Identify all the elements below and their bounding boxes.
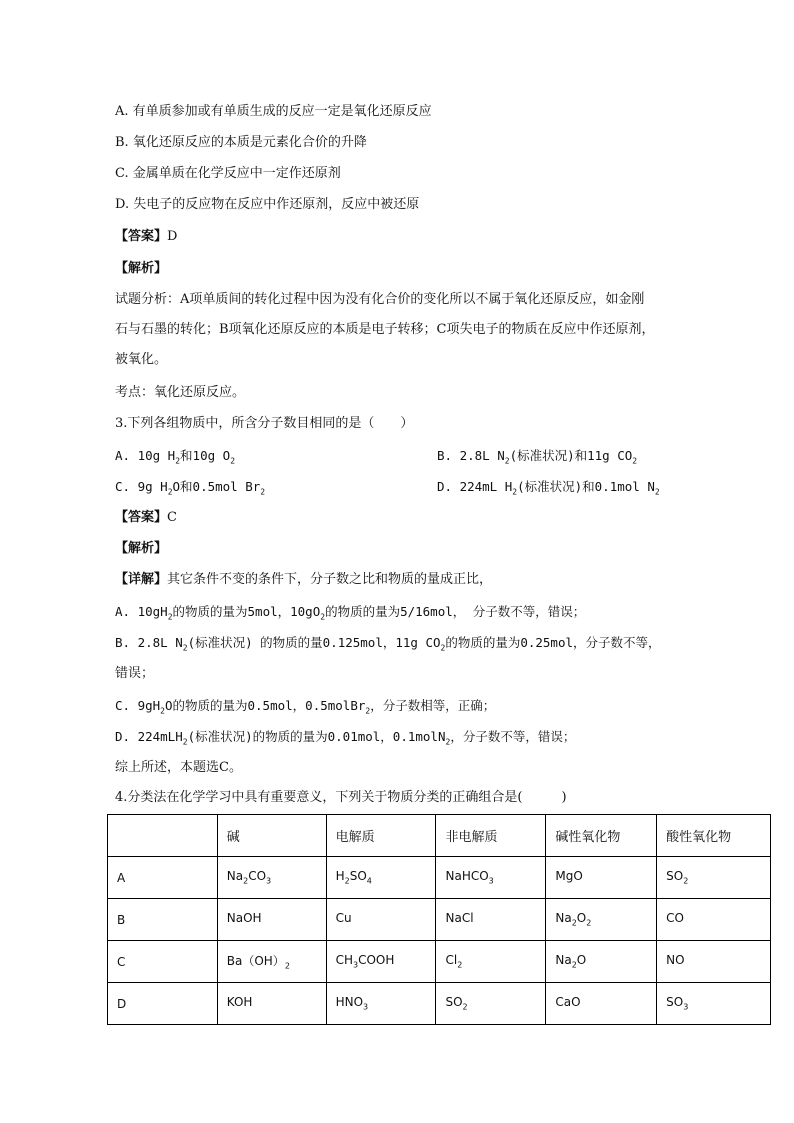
q3-option-b: B. 2.8L $N_2$(标准状况)和11g $CO_2$ [437,448,638,466]
q3-summary: 综上所述，本题选C。 [115,760,242,775]
table-cell: $H_2SO_4$ [326,857,436,899]
q2-analysis-line-3: 被氧化。 [115,352,168,367]
table-cell: $Na_2CO_3$ [217,857,326,899]
table-cell: CaO [546,983,657,1025]
classification-table [107,814,771,1025]
q3-analysis-label: 【解析】 [115,541,168,556]
q3-detail-b-cont: 错误； [115,666,155,681]
q2-answer [115,228,177,246]
table-cell: NaHCO$_3$ [436,857,546,899]
q2-option-a: A. 有单质参加或有单质生成的反应一定是氧化还原反应 [115,104,432,119]
q2-kaodian: 考点：氧化还原反应。 [115,385,246,400]
header-cell: 电解质 [326,815,436,857]
q2-analysis-line-2: 石与石墨的转化；B项氧化还原反应的本质是电子转移；C项失电子的物质在反应中作还原剂， [115,322,655,337]
table-cell: NO [657,941,771,983]
q3-detail-intro: 【详解】其它条件不变的条件下，分子数之比和物质的量成正比， [115,572,493,587]
table-cell: $Na_2O_2$ [546,899,657,941]
table-cell: Cu [326,899,436,941]
q3-option-c: C. 9g $H_2O$和0.5mol $Br_2$ [115,479,266,497]
table-cell: NaCl [436,899,546,941]
answer-label: 【答案】 [115,510,168,525]
table-row [108,857,771,899]
answer-label: 【答案】 [115,229,168,244]
answer-value: C [167,510,177,525]
table-cell: NaOH [217,899,326,941]
q4-stem: 4.分类法在化学学习中具有重要意义，下列关于物质分类的正确组合是( ) [115,790,567,805]
q3-option-a: A. 10g $H_2$和10g $O_2$ [115,448,236,466]
q3-answer [115,509,177,527]
table-header-row [108,815,771,857]
row-label: D [108,983,218,1025]
header-cell: 非电解质 [436,815,546,857]
q2-option-d: D. 失电子的反应物在反应中作还原剂，反应中被还原 [115,197,420,212]
table-row [108,941,771,983]
header-cell [108,815,218,857]
row-label: C [108,941,218,983]
table-cell: MgO [546,857,657,899]
q3-option-d: D. 224mL $H_2$(标准状况)和0.1mol $N_2$ [437,479,660,497]
q3-stem: 3.下列各组物质中，所含分子数目相同的是（ ） [115,416,414,431]
q3-detail-a: A. $10gH_2$的物质的量为5mol，$10gO_2$的物质的量为5/16mol， 分子数不等，错误； [115,604,586,622]
header-cell: 酸性氧化物 [657,815,771,857]
table-cell: $Na_2O$ [546,941,657,983]
table-cell: $SO_2$ [657,857,771,899]
q2-option-b: B. 氧化还原反应的本质是元素化合价的升降 [115,135,367,150]
row-label: B [108,899,218,941]
table-cell: KOH [217,983,326,1025]
q3-detail-c: C. $9gH_2O$的物质的量为0.5mol，0.5molBr$_2$，分子数相等，正确； [115,698,496,716]
table-cell: $CH_3COOH$ [326,941,436,983]
table-cell: $HNO_3$ [326,983,436,1025]
answer-value: D [167,229,178,244]
table-cell: $SO_3$ [657,983,771,1025]
q2-analysis-line-1: 试题分析：A项单质间的转化过程中因为没有化合价的变化所以不属于氧化还原反应，如金刚 [115,292,645,307]
detail-label: 【详解】 [115,572,168,587]
table-cell: $SO_2$ [436,983,546,1025]
table-row [108,899,771,941]
table-cell: $Ba(OH)_2$ [217,941,326,983]
table-row [108,983,771,1025]
q2-analysis-label: 【解析】 [115,261,168,276]
q3-detail-b: B. 2.8L $N_2$(标准状况) 的物质的量0.125mol，11g $CO_2$的物质的量为0.25mol，分子数不等， [115,635,661,653]
table-cell: CO [657,899,771,941]
header-cell: 碱性氧化物 [546,815,657,857]
header-cell: 碱 [217,815,326,857]
q2-option-c: C. 金属单质在化学反应中一定作还原剂 [115,166,341,181]
row-label: A [108,857,218,899]
table-cell: $Cl_2$ [436,941,546,983]
q3-detail-d: D. 224mLH$_2$(标准状况)的物质的量为0.01mol，0.1molN$_2$，分子数不等，错误； [115,729,576,747]
